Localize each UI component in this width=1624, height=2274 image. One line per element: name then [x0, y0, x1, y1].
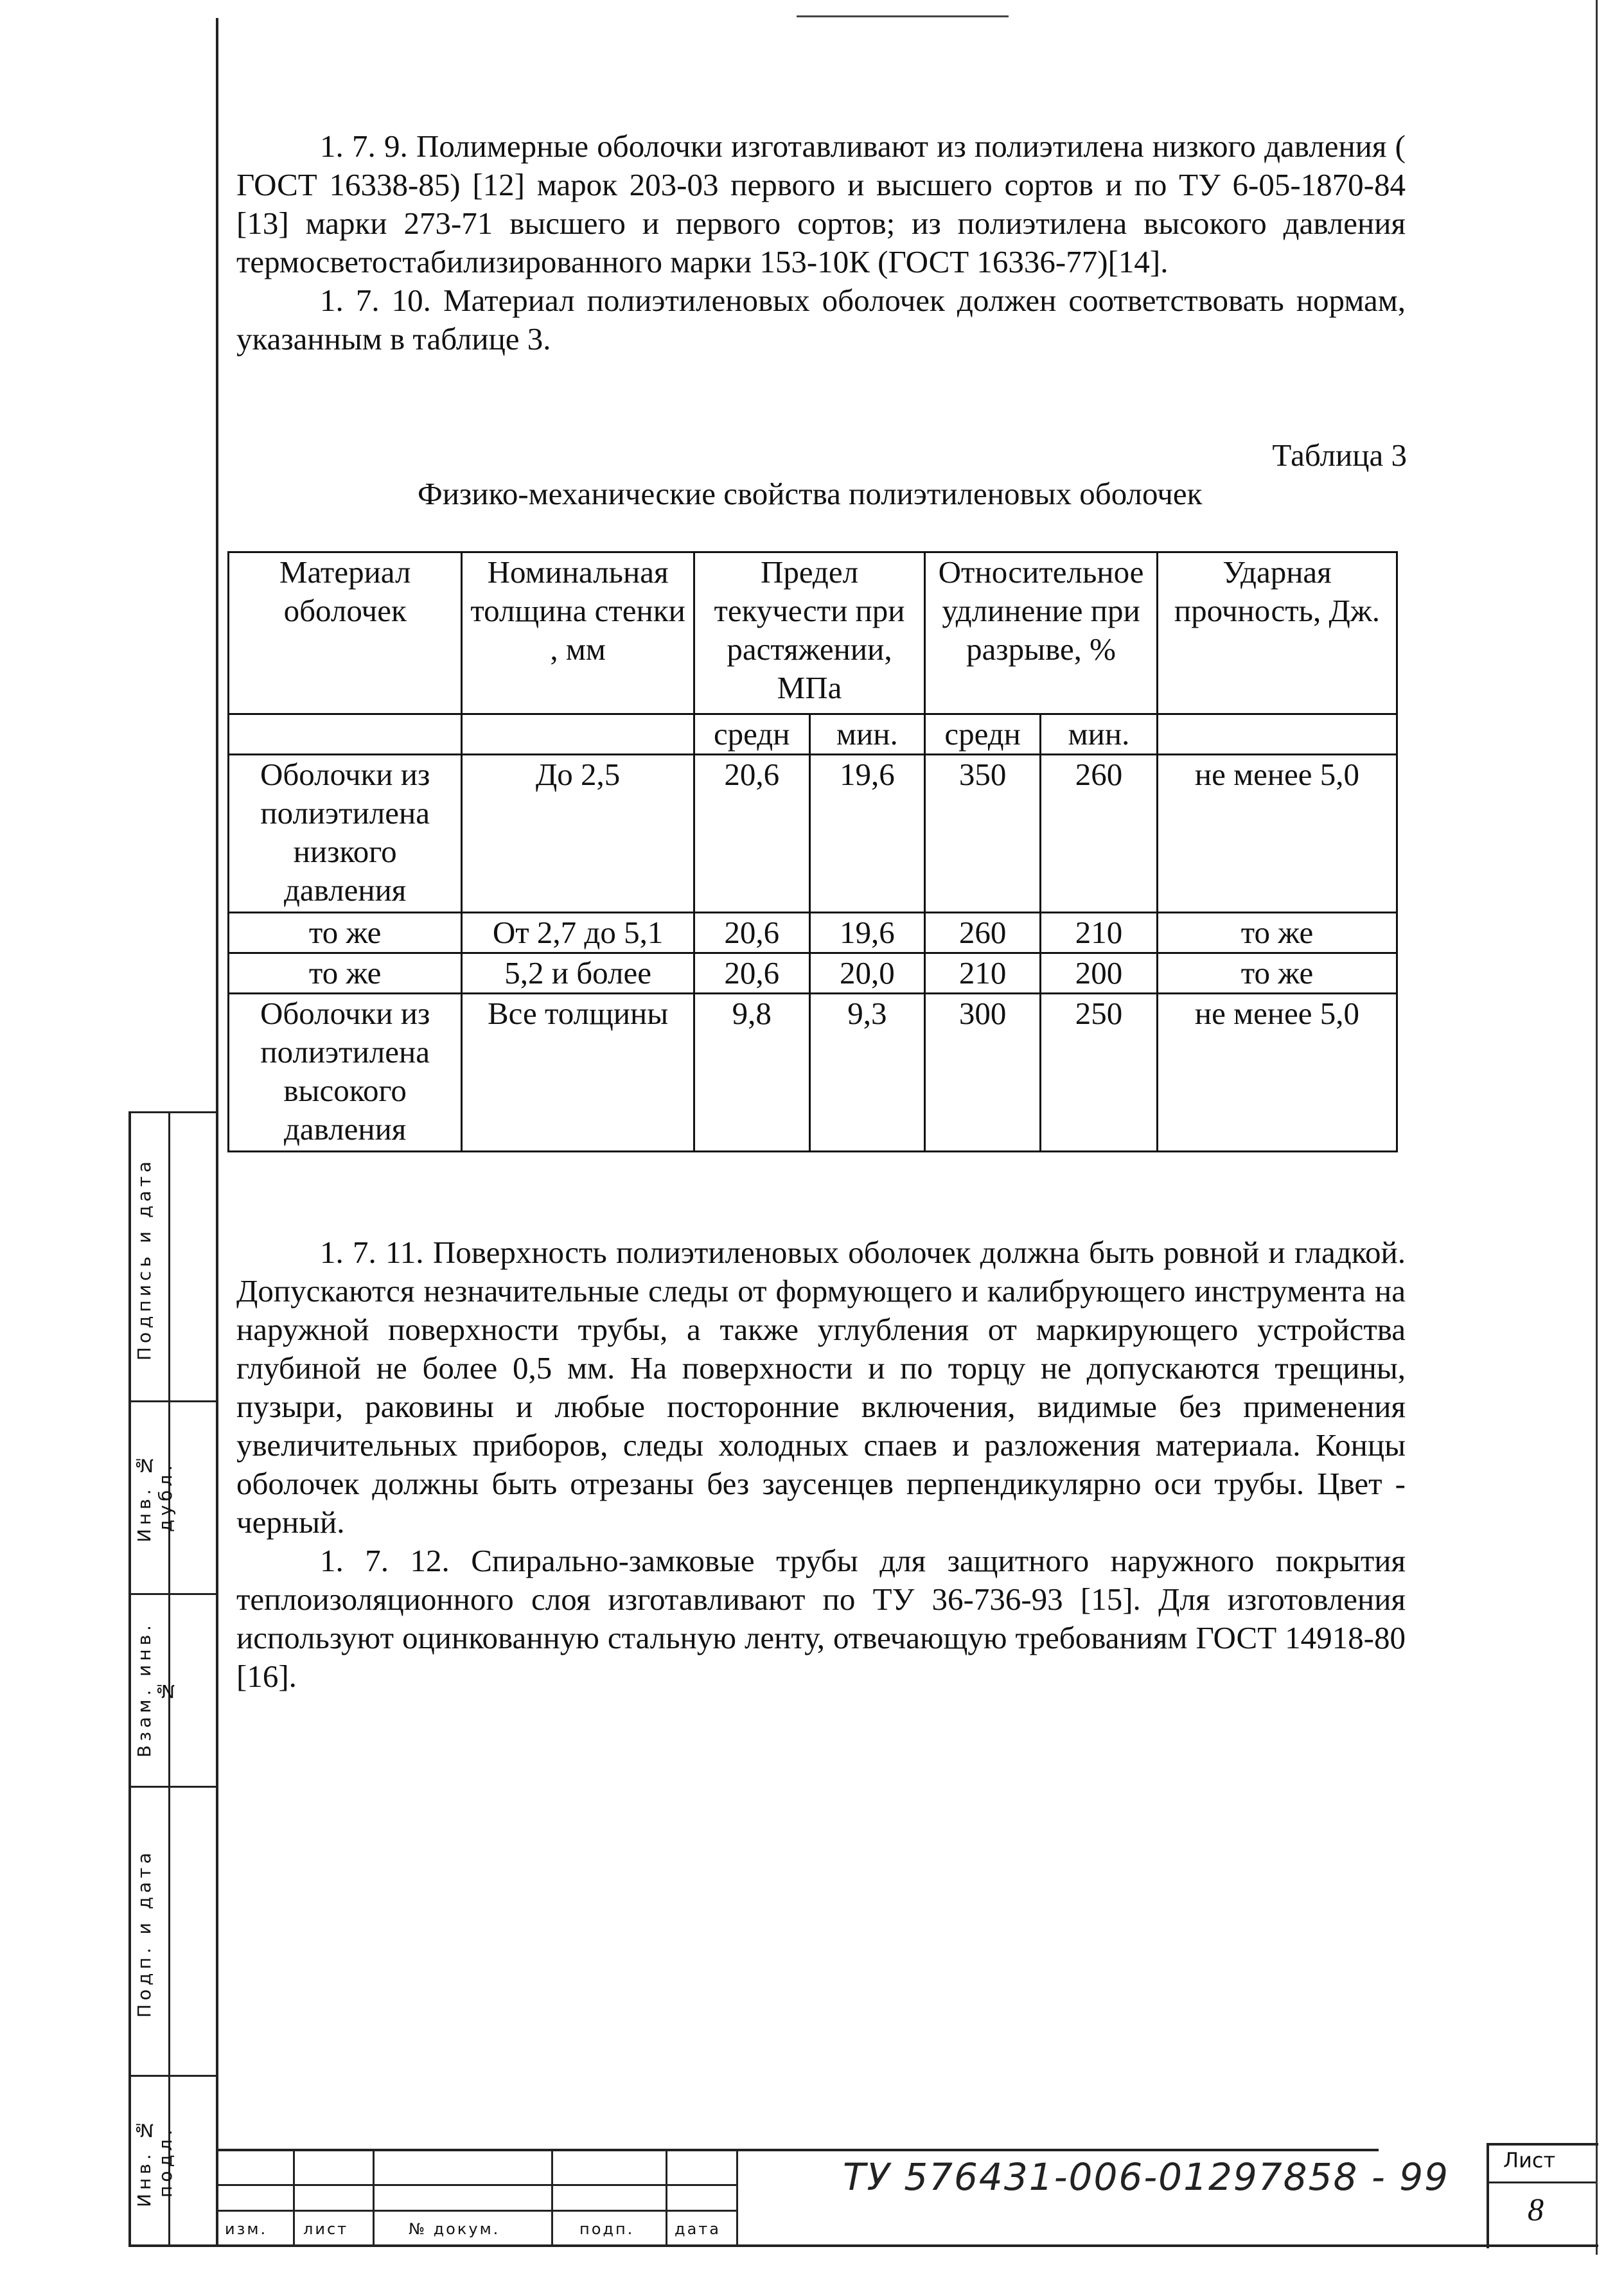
cell-material: Оболочки из полиэтилена высокого давления: [229, 994, 462, 1152]
cell-yield-min: 20,0: [809, 953, 925, 994]
stamp-line: [128, 1593, 216, 1595]
cell-yield-min: 9,3: [809, 994, 925, 1152]
label-podp: подп.: [579, 2220, 635, 2238]
cell-impact: то же: [1157, 953, 1397, 994]
stamp-line: [128, 1111, 216, 1113]
paragraph-1-7-12: 1. 7. 12. Спирально-замковые трубы для защитного наружного покрытия теплоизоляционного слоя изготавливают по ТУ 36-736-93 [15]. Для изготовления используют оцинкованную стальную ленту, отвечающую требованиям ГОСТ 14918-80 [16].: [236, 1543, 1406, 1694]
header-yield: Предел текучести при растяжении, МПа: [694, 552, 924, 714]
document-code: ТУ 576431-006-01297858 - 99: [843, 2155, 1449, 2199]
paragraph-1-7-10: 1. 7. 10. Материал полиэтиленовых оболочек должен соответствовать нормам, указанным в таблице 3.: [236, 283, 1406, 357]
label-izm: изм.: [225, 2220, 268, 2238]
text-section-bottom: [236, 1233, 1406, 1696]
cell-thickness: До 2,5: [462, 755, 694, 913]
cell-elong-avg: 210: [925, 953, 1041, 994]
subheader-elong-avg: средн: [925, 714, 1041, 755]
sheet-label: Лист: [1503, 2148, 1556, 2173]
table-row: [229, 953, 1397, 994]
cell-impact: то же: [1157, 913, 1397, 953]
subheader-yield-min: мин.: [809, 714, 925, 755]
stamp-line: [128, 1786, 216, 1788]
label-list: лист: [303, 2220, 349, 2238]
stamp-line: [128, 1400, 216, 1402]
table-row: [229, 913, 1397, 953]
cell-elong-min: 260: [1041, 755, 1158, 913]
subheader-yield-avg: средн: [694, 714, 809, 755]
stamp-line: [128, 2075, 216, 2077]
cell-yield-avg: 9,8: [694, 994, 809, 1152]
title-block-line: [551, 2149, 553, 2245]
table-row: [229, 994, 1397, 1152]
stamp-original-inv-no: Инв. № подл.: [134, 2115, 176, 2208]
title-block-line: [218, 2210, 736, 2212]
sheet-number: 8: [1528, 2191, 1544, 2227]
cell-elong-min: 200: [1041, 953, 1158, 994]
title-block-line: [736, 2149, 738, 2245]
title-block-line: [373, 2149, 375, 2245]
header-material: Материал оболочек: [229, 552, 462, 714]
cell-yield-avg: 20,6: [694, 755, 809, 913]
table-number: Таблица 3: [1272, 437, 1407, 473]
stamp-dup-inv-no: Инв. № дубл.: [134, 1450, 176, 1543]
cell-elong-avg: 300: [925, 994, 1041, 1152]
cell-impact: не менее 5,0: [1157, 755, 1397, 913]
frame-top-mark: [797, 15, 1009, 17]
subheader-empty: [229, 714, 462, 755]
table-header-row: [229, 552, 1397, 714]
cell-elong-avg: 350: [925, 755, 1041, 913]
paragraph-1-7-9: 1. 7. 9. Полимерные оболочки изготавливают из полиэтилена низкого давления ( ГОСТ 16338-85) [12] марок 203-03 первого и высшего сортов и по ТУ 6-05-1870-84 [13] марки 273-71 высшего и первого сортов; из полиэтилена высокого давления термосветостабилизированного марки 153-10К (ГОСТ 16336-77)[14].: [236, 128, 1406, 279]
text-section-top: [236, 127, 1406, 358]
cell-yield-avg: 20,6: [694, 953, 809, 994]
cell-yield-avg: 20,6: [694, 913, 809, 953]
subheader-empty: [1157, 714, 1397, 755]
cell-thickness: 5,2 и более: [462, 953, 694, 994]
cell-yield-min: 19,6: [809, 755, 925, 913]
stamp-signature-date: Подпись и дата: [134, 1158, 155, 1361]
stamp-sign-date: Подп. и дата: [134, 1849, 155, 2018]
cell-elong-min: 210: [1041, 913, 1158, 953]
stamp-replacement-inv-no: Взам. инв. №: [134, 1621, 176, 1758]
title-block-line: [218, 2184, 736, 2186]
cell-material: Оболочки из полиэтилена низкого давления: [229, 755, 462, 913]
sheet-divider: [1487, 2181, 1596, 2183]
header-elongation: Относительное удлинение при разрыве, %: [925, 552, 1158, 714]
table-subheader-row: [229, 714, 1397, 755]
subheader-elong-min: мин.: [1041, 714, 1158, 755]
cell-thickness: От 2,7 до 5,1: [462, 913, 694, 953]
table-row: [229, 755, 1397, 913]
properties-table: [227, 551, 1398, 1152]
frame-right-border: [1596, 0, 1598, 2255]
label-doc-no: № докум.: [409, 2220, 500, 2238]
header-thickness: Номинальная толщина стенки , мм: [462, 552, 694, 714]
paragraph-1-7-11: 1. 7. 11. Поверхность полиэтиленовых оболочек должна быть ровной и гладкой. Допускаются незначительные следы от формующего и калибрующего инструмента на наружной поверхности трубы, а также углубления от маркирующего устройства глубиной не более 0,5 мм. На поверхности и по торцу не допускаются трещины, пузыри, раковины и любые посторонние включения, видимые без применения увеличительных приборов, следы холодных спаев и разложения материала. Концы оболочек должны быть отрезаны без заусенцев перпендикулярно оси трубы. Цвет - черный.: [236, 1235, 1406, 1540]
title-block-line: [666, 2149, 667, 2245]
title-block-line: [293, 2149, 295, 2245]
cell-elong-min: 250: [1041, 994, 1158, 1152]
header-impact: Ударная прочность, Дж.: [1157, 552, 1397, 714]
cell-thickness: Все толщины: [462, 994, 694, 1152]
cell-material: то же: [229, 953, 462, 994]
cell-elong-avg: 260: [925, 913, 1041, 953]
table-title: Физико-механические свойства полиэтиленовых оболочек: [418, 476, 1203, 511]
subheader-empty: [462, 714, 694, 755]
cell-impact: не менее 5,0: [1157, 994, 1397, 1152]
cell-yield-min: 19,6: [809, 913, 925, 953]
label-date: дата: [675, 2220, 721, 2238]
cell-material: то же: [229, 913, 462, 953]
